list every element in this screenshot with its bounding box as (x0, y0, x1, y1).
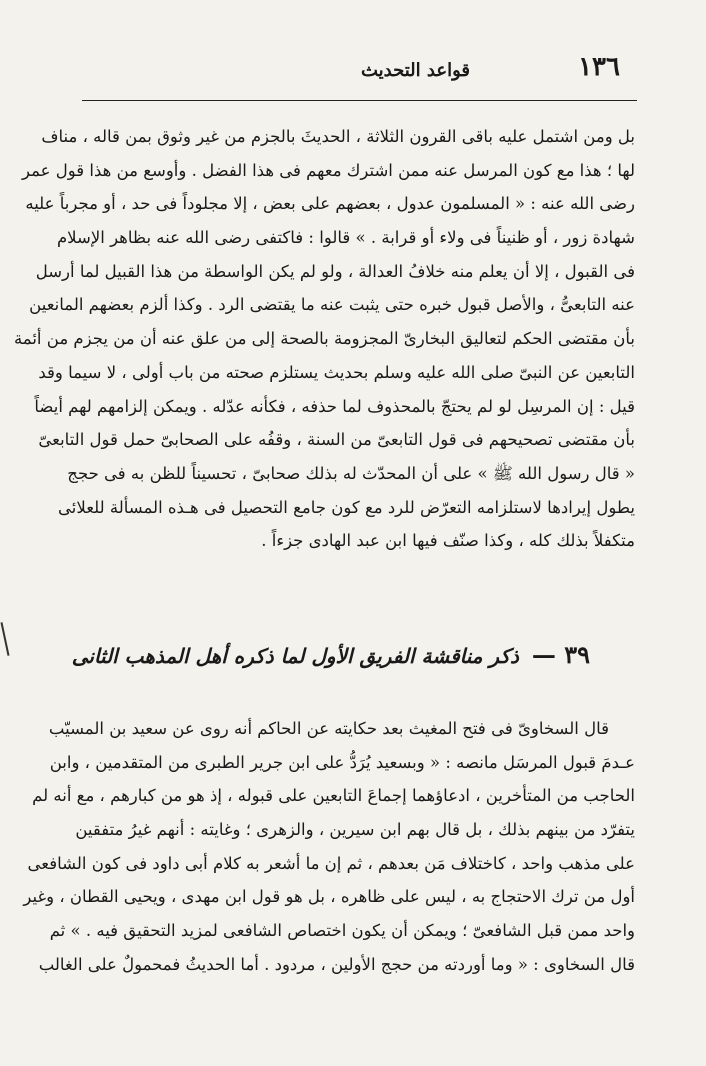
text-line: يطول إيرادها لاستلزامه التعرّض للرد مع كون جامع التحصيل فى هـذه المسألة للعلائى (58, 497, 635, 517)
text-line: « قال رسول الله ﷺ » على أن المحدّث له بذلك صحابىّ ، تحسيناً للظن به فى حجج (67, 463, 635, 483)
section-title: ذكر مناقشة الفريق الأول لما ذكره أهل المذهب الثانى (71, 644, 519, 668)
text-line: متكفلاً بذلك كله ، وكذا صنّف فيها ابن عبد الهادى جزءاً . (261, 531, 635, 551)
header-rule (82, 100, 637, 101)
text-line: عـدمَ قبول المرسَل مانصه : « وبسعيد يُرَدُّ على ابن جرير الطبرى من المتقدمين ، وابن (49, 752, 635, 772)
paragraph-2 (23, 712, 635, 982)
margin-pencil-mark (0, 622, 9, 656)
section-heading (71, 640, 590, 669)
text-line: لها ؛ هذا مع كون المرسل عنه ممن اشترك معهم فى هذا الفضل . وأوسع من هذا قول عمر (22, 160, 635, 180)
running-title: قواعد التحديث (360, 60, 470, 81)
text-line: عنه التابعىُّ ، والأصل قبول خبره حتى يثبت عنه ما يقتضى الرد . وكذا ألزم بعضهم المانعين (29, 295, 635, 315)
text-line: بأن مقتضى الحكم لتعاليق البخارىّ المجزومة بالصحة إلى من علق عنه أن من يجزم من أئمة (13, 329, 635, 349)
page-header (100, 52, 620, 88)
text-line: بل ومن اشتمل عليه باقى القرون الثلاثة ، الحديثَ بالجزم من غير وثوق بمن قاله ، مناف (41, 127, 635, 146)
text-line: رضى الله عنه : « المسلمون عدول ، بعضهم على بعض ، إلا مجلوداً فى حد ، أو مجرباً عليه (25, 194, 635, 214)
text-line: فى القبول ، إلا أن يعلم منه خلافُ العدالة ، ولو لم يكن الواسطة من هذا القبيل لما أرسل (35, 261, 635, 281)
text-line: التابعين عن النبىّ صلى الله عليه وسلم بحديث يستلزم صحته من باب أولى ، لا سيما وقد (38, 362, 635, 382)
section-number: ٣٩ — (531, 640, 590, 669)
text-line: واحد ممن قبل الشافعىّ ؛ ويمكن أن يكون اختصاص الشافعى لمزيد التحقيق فيه . » ثم (49, 921, 635, 941)
text-line: شهادة زور ، أو ظنيناً فى ولاء أو قرابة . » قالوا : فاكتفى رضى الله عنه بظاهر الإسلام (56, 228, 635, 248)
text-line: يتفرّد من بينهم بذلك ، بل قال بهم ابن سيرين ، والزهرى ؛ وغايته : أنهم غيرُ متفقين (75, 820, 635, 840)
text-line: بأن مقتضى تصحيحهم فى قول التابعىّ من السنة ، وقفُه على الصحابىّ حمل قول التابعىّ (38, 430, 635, 450)
text-line: قال السخاوىّ فى فتح المغيث بعد حكايته عن الحاكم أنه روى عن سعيد بن المسيّب (48, 719, 609, 738)
page-number: ١٣٦ (578, 52, 620, 82)
text-line: على مذهب واحد ، كاختلاف مَن بعدهم ، ثم إن ما أشعر به كلام أبى داود فى كون الشافعى (27, 853, 635, 873)
paragraph-1 (13, 120, 635, 558)
text-line: قيل : إن المرسِل لو لم يحتجّ بالمحذوف لما حذفه ، فكأنه عدّله . ويمكن إلزامهم لهم أيضاً (34, 396, 635, 416)
text-line: الحاجب من المتأخرين ، ادعاؤهما إجماعَ التابعين على قبوله ، إذ هو من كبارهم ، مع أنه لم (32, 786, 635, 806)
text-line: قال السخاوى : « وما أوردته من حجج الأولين ، مردود . أما الحديثُ فمحمولٌ على الغالب (38, 954, 635, 974)
text-line: أول من ترك الاحتجاج به ، ليس على ظاهره ، بل هو قول ابن مهدى ، ويحيى القطان ، وغير (23, 887, 635, 907)
